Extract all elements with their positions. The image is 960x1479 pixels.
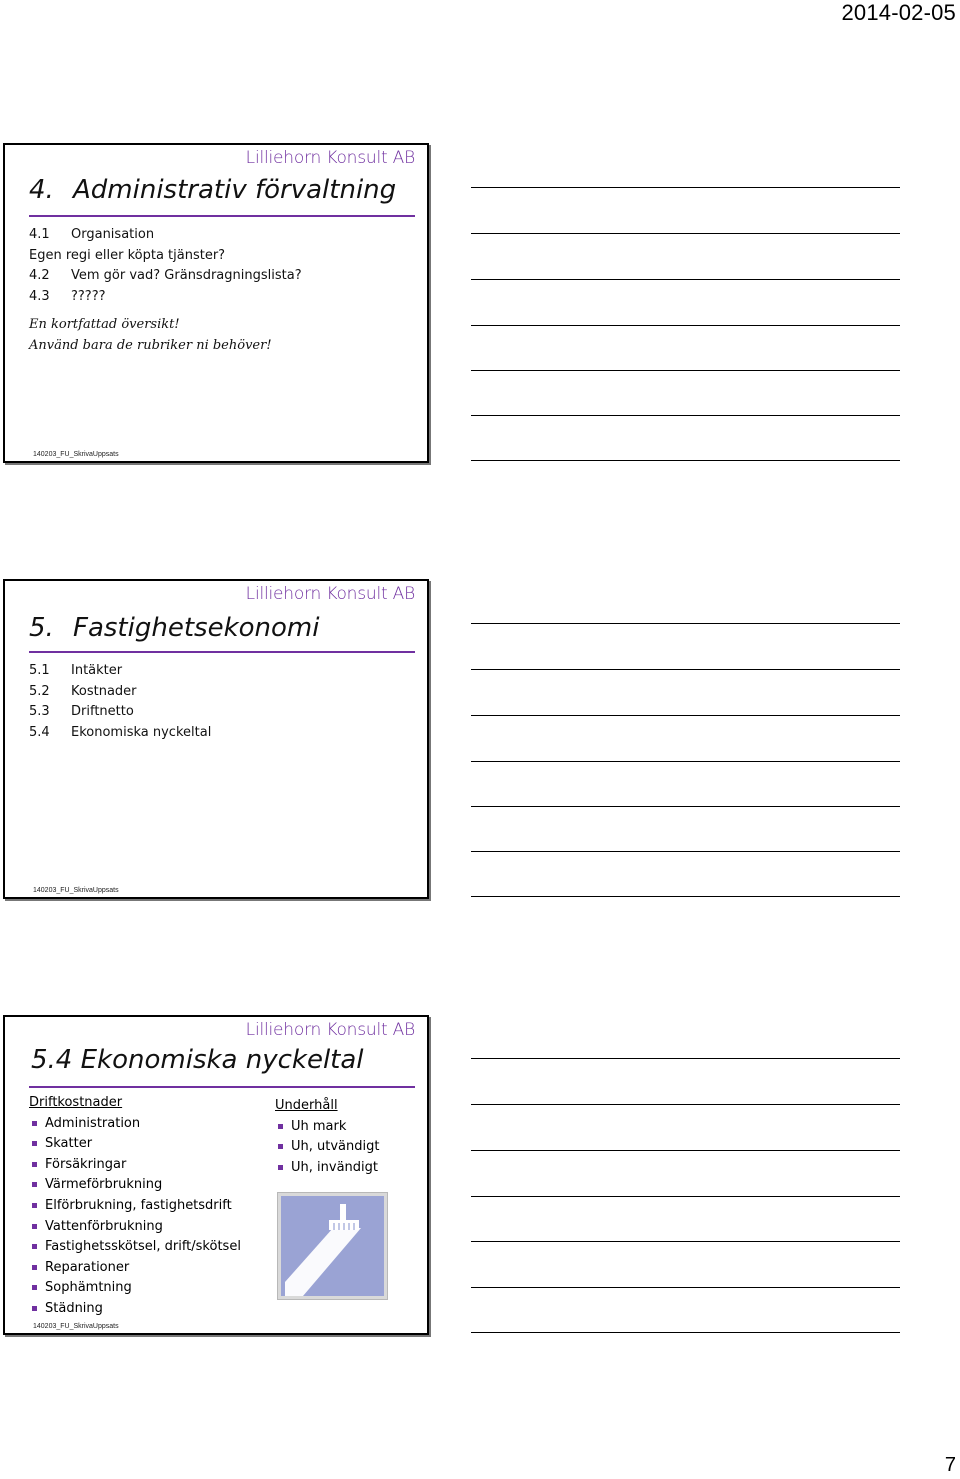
list-item: Elförbrukning, fastighetsdrift bbox=[29, 1196, 241, 1217]
title-rule bbox=[29, 215, 415, 217]
outline-row bbox=[29, 246, 302, 267]
page-number: 7 bbox=[944, 1454, 956, 1476]
note-line bbox=[471, 669, 900, 670]
note-line bbox=[471, 325, 900, 326]
slide-title-number: 5. bbox=[29, 613, 54, 643]
slide-title-number: 4. bbox=[29, 175, 54, 205]
outline-number: 5.1 bbox=[29, 663, 50, 678]
outline-row bbox=[29, 266, 302, 287]
list-item: Vattenförbrukning bbox=[29, 1217, 241, 1238]
list-item: Sophämtning bbox=[29, 1278, 241, 1299]
slide-title-text: Administrativ förvaltning bbox=[73, 175, 397, 205]
outline-text: Egen regi eller köpta tjänster? bbox=[29, 247, 226, 263]
underhall-column bbox=[275, 1096, 379, 1178]
slide-title bbox=[29, 613, 319, 643]
title-rule bbox=[29, 1086, 415, 1088]
outline-row bbox=[29, 702, 211, 723]
list-item: Städning bbox=[29, 1299, 241, 1320]
outline-text: Ekonomiska nyckeltal bbox=[71, 724, 212, 740]
list-item: Försäkringar bbox=[29, 1155, 241, 1176]
slide-footer: 140203_FU_SkrivaUppsats bbox=[33, 887, 119, 894]
outline-text: Intäkter bbox=[71, 663, 123, 678]
outline-number: 4.1 bbox=[29, 227, 50, 242]
slide-footer: 140203_FU_SkrivaUppsats bbox=[33, 451, 119, 458]
outline-row bbox=[29, 225, 302, 246]
slide-brand: Lilliehorn Konsult AB bbox=[245, 148, 415, 168]
slide-footer: 140203_FU_SkrivaUppsats bbox=[33, 1323, 119, 1330]
outline-row bbox=[29, 661, 211, 682]
note-text: En kortfattad översikt! bbox=[29, 317, 180, 332]
list-item: Uh, invändigt bbox=[275, 1158, 379, 1179]
list-item: Värmeförbrukning bbox=[29, 1175, 241, 1196]
note-line bbox=[471, 460, 900, 461]
outline-number: 5.3 bbox=[29, 704, 50, 719]
note-line bbox=[471, 1104, 900, 1105]
note-line bbox=[471, 1287, 900, 1288]
note-line bbox=[471, 370, 900, 371]
note-line bbox=[471, 623, 900, 624]
slide-body bbox=[29, 225, 302, 356]
outline-text: Organisation bbox=[71, 227, 155, 242]
slide-brand: Lilliehorn Konsult AB bbox=[245, 584, 415, 604]
column-heading: Underhåll bbox=[275, 1098, 338, 1113]
outline-number: 4.2 bbox=[29, 268, 50, 283]
list-item: Fastighetsskötsel, drift/skötsel bbox=[29, 1237, 241, 1258]
outline-text: ????? bbox=[71, 288, 106, 304]
driftkostnader-column bbox=[29, 1093, 241, 1320]
outline-text: Kostnader bbox=[71, 683, 137, 699]
note-line bbox=[471, 1241, 900, 1242]
note-line bbox=[471, 1058, 900, 1059]
broom-icon bbox=[278, 1193, 387, 1299]
slide-administrativ-forvaltning bbox=[3, 143, 429, 463]
note-line bbox=[471, 761, 900, 762]
outline-number: 4.3 bbox=[29, 288, 50, 304]
outline-row bbox=[29, 723, 211, 744]
note-line bbox=[471, 279, 900, 280]
list-item: Uh mark bbox=[275, 1117, 379, 1138]
slide-ekonomiska-nyckeltal bbox=[3, 1015, 429, 1335]
note-line bbox=[471, 715, 900, 716]
note-line bbox=[471, 851, 900, 852]
underhall-list bbox=[275, 1117, 379, 1179]
slide-body bbox=[29, 661, 211, 743]
column-heading: Driftkostnader bbox=[29, 1095, 123, 1110]
note-line bbox=[471, 415, 900, 416]
note-line bbox=[471, 1196, 900, 1197]
note-line bbox=[471, 1332, 900, 1333]
page-date: 2014-02-05 bbox=[841, 0, 956, 25]
note-line bbox=[471, 1150, 900, 1151]
note-text: Använd bara de rubriker ni behöver! bbox=[29, 337, 272, 353]
list-item: Uh, utvändigt bbox=[275, 1137, 379, 1158]
title-rule bbox=[29, 651, 415, 653]
list-item: Reparationer bbox=[29, 1258, 241, 1279]
slide-title bbox=[29, 175, 396, 205]
outline-row bbox=[29, 287, 302, 308]
list-item: Skatter bbox=[29, 1134, 241, 1155]
slide-fastighetsekonomi bbox=[3, 579, 429, 899]
outline-text: Driftnetto bbox=[71, 704, 134, 719]
note-line bbox=[471, 233, 900, 234]
outline-number: 5.2 bbox=[29, 683, 50, 699]
slide-title-text: Fastighetsekonomi bbox=[73, 613, 320, 643]
outline-text: Vem gör vad? Gränsdragningslista? bbox=[71, 268, 302, 283]
note-line bbox=[471, 187, 900, 188]
outline-number: 5.4 bbox=[29, 724, 50, 740]
list-item: Administration bbox=[29, 1114, 241, 1135]
slide-title: 5.4 Ekonomiska nyckeltal bbox=[31, 1045, 364, 1075]
note-line bbox=[471, 806, 900, 807]
note-line bbox=[471, 896, 900, 897]
driftkostnader-list bbox=[29, 1114, 241, 1320]
slide-brand: Lilliehorn Konsult AB bbox=[245, 1020, 415, 1040]
outline-row bbox=[29, 682, 211, 703]
